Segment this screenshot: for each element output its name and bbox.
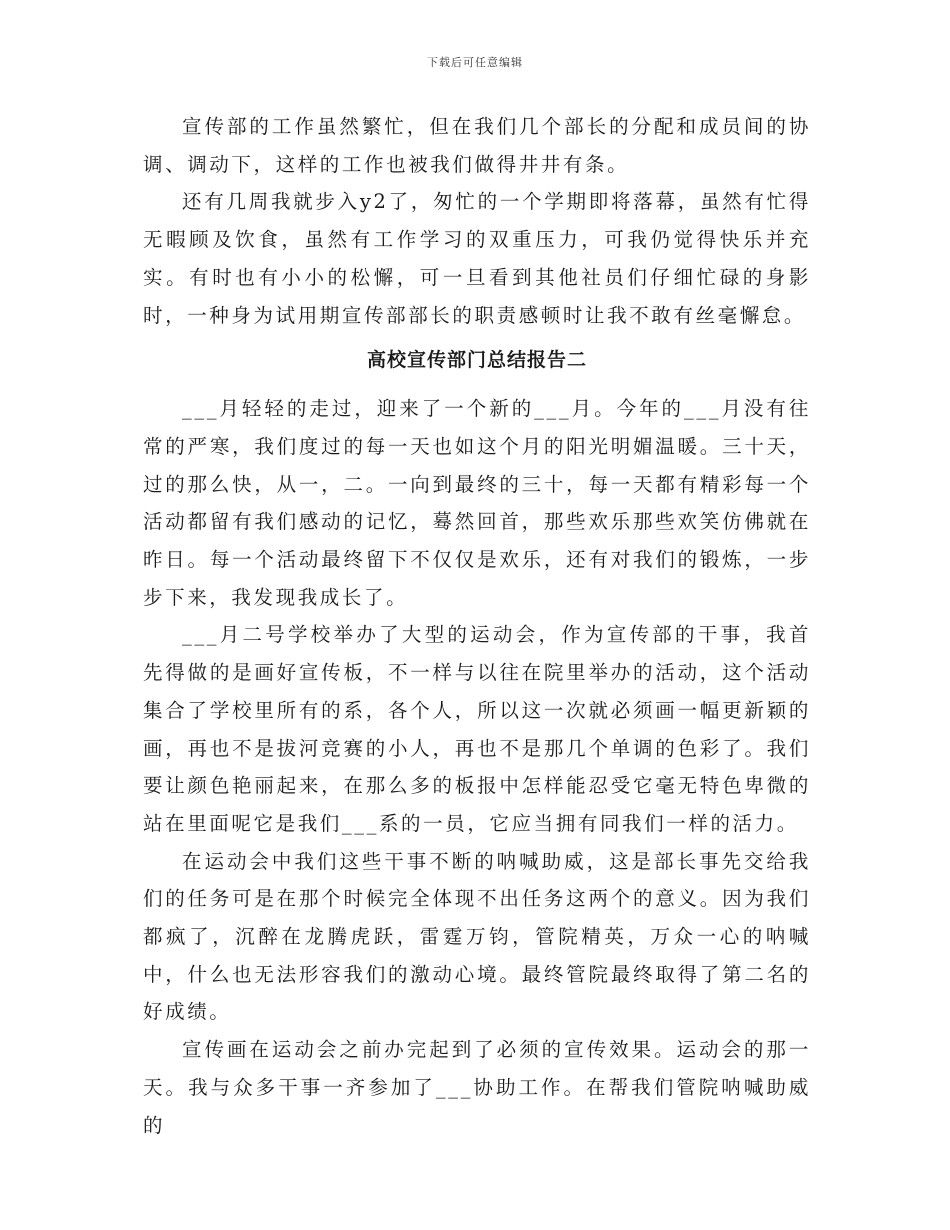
paragraph: 宣传部的工作虽然繁忙，但在我们几个部长的分配和成员间的协调、调动下，这样的工作也被我们做得井井有条。 xyxy=(143,115,811,176)
paragraph: ___月二号学校举办了大型的运动会，作为宣传部的干事，我首先得做的是画好宣传板，不一样与以往在院里举办的活动，这个活动集合了学校里所有的系，各个人，所以这一次就必须画一幅更新颖的画，再也不是拔河竞赛的小人，再也不是那几个单调的色彩了。我们要让颜色艳丽起来，在那么多的板报中怎样能忍受它毫无特色卑微的站在里面呢它是我们___系的一员，它应当拥有同我们一样的活力。 xyxy=(143,623,811,835)
document-body xyxy=(143,108,811,1144)
paragraph: 在运动会中我们这些干事不断的呐喊助威，这是部长事先交给我们的任务可是在那个时候完全体现不出任务这两个的意义。因为我们都疯了，沉醉在龙腾虎跃，雷霆万钧，管院精英，万众一心的呐喊中，什么也无法形容我们的激动心境。最终管院最终取得了第二名的好成绩。 xyxy=(143,849,811,1024)
paragraph: 宣传画在运动会之前办完起到了必须的宣传效果。运动会的那一天。我与众多干事一齐参加了___协助工作。在帮我们管院呐喊助威的 xyxy=(143,1038,811,1137)
page-header-note: 下载后可任意编辑 xyxy=(427,56,523,69)
paragraph: 还有几周我就步入y2了，匆忙的一个学期即将落幕，虽然有忙得无暇顾及饮食，虽然有工作学习的双重压力，可我仍觉得快乐并充实。有时也有小小的松懈，可一旦看到其他社员们仔细忙碌的身影时，一种身为试用期宣传部部长的职责感顿时让我不敢有丝毫懈怠。 xyxy=(143,190,811,327)
section-title: 高校宣传部门总结报告二 xyxy=(366,349,587,372)
paragraph: ___月轻轻的走过，迎来了一个新的___月。今年的___月没有往常的严寒，我们度过的每一天也如这个月的阳光明媚温暖。三十天，过的那么快，从一，二。一向到最终的三十，每一天都有精彩每一个活动都留有我们感动的记忆，蓦然回首，那些欢乐那些欢笑仿佛就在昨日。每一个活动最终留下不仅仅是欢乐，还有对我们的锻炼，一步步下来，我发现我成长了。 xyxy=(143,397,811,609)
